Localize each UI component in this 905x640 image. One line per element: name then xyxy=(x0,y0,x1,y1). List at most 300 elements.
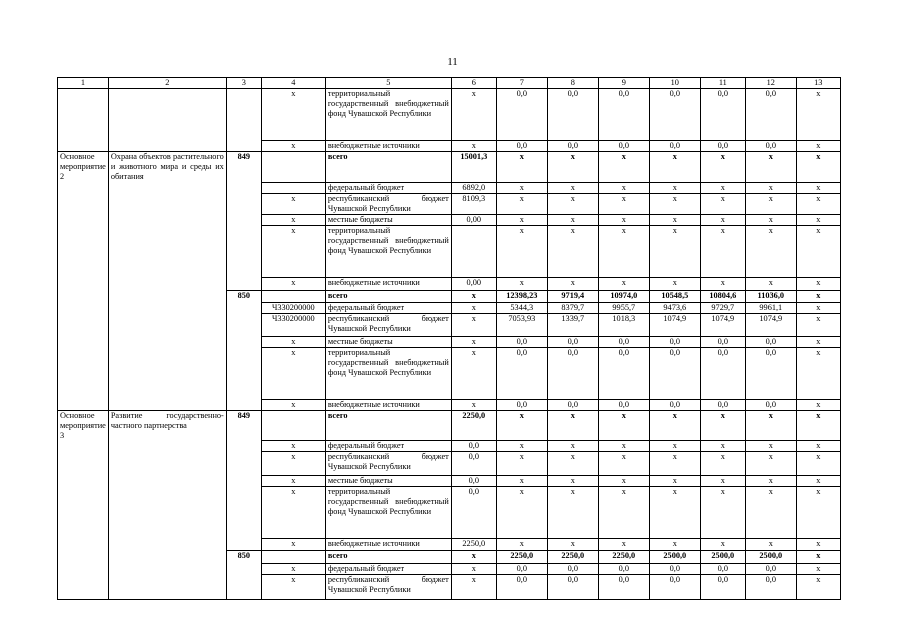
table-cell: 11036,0 xyxy=(745,290,796,302)
table-cell: всего xyxy=(325,410,451,441)
table-cell xyxy=(58,336,109,347)
table-cell: 0,00 xyxy=(451,214,496,225)
table-cell xyxy=(226,476,261,487)
table-cell: 8109,3 xyxy=(451,193,496,214)
table-cell: x xyxy=(745,214,796,225)
column-header: 10 xyxy=(649,78,700,89)
table-cell: x xyxy=(745,182,796,193)
table-cell xyxy=(58,290,109,302)
table-cell: x xyxy=(451,399,496,410)
table-cell xyxy=(261,182,325,193)
table-cell: x xyxy=(796,441,840,452)
table-cell: x xyxy=(547,182,598,193)
table-cell: 850 xyxy=(226,290,261,302)
column-header: 6 xyxy=(451,78,496,89)
table-cell: x xyxy=(796,452,840,476)
table-cell: x xyxy=(598,152,649,183)
table-cell: 0,0 xyxy=(547,347,598,399)
table-cell: Ч330200000 xyxy=(261,313,325,336)
table-cell: x xyxy=(796,476,840,487)
table-cell xyxy=(226,277,261,290)
table-cell: республиканский бюджет Чувашской Республики xyxy=(325,193,451,214)
table-cell: 1018,3 xyxy=(598,313,649,336)
table-cell: x xyxy=(547,452,598,476)
table-row xyxy=(58,277,841,290)
table-cell: 0,0 xyxy=(649,347,700,399)
table-cell: 0,0 xyxy=(649,141,700,152)
table-row xyxy=(58,487,841,539)
table-cell: x xyxy=(700,277,745,290)
table-cell: x xyxy=(547,487,598,539)
column-header: 4 xyxy=(261,78,325,89)
table-cell: республиканский бюджет Чувашской Республики xyxy=(325,452,451,476)
table-cell: 0,0 xyxy=(496,575,547,600)
table-cell xyxy=(58,89,109,141)
table-cell: внебюджетные источники xyxy=(325,141,451,152)
table-cell: x xyxy=(796,141,840,152)
table-cell xyxy=(58,575,109,600)
table-cell: 1074,9 xyxy=(745,313,796,336)
table-cell: x xyxy=(496,214,547,225)
table-cell: x xyxy=(598,539,649,551)
table-cell: 0,0 xyxy=(547,399,598,410)
table-cell: x xyxy=(261,89,325,141)
table-cell: федеральный бюджет xyxy=(325,302,451,313)
table-cell: территориальный государственный внебюджетный фонд Чувашской Республики xyxy=(325,487,451,539)
table-cell: x xyxy=(547,277,598,290)
table-cell xyxy=(58,277,109,290)
column-header: 3 xyxy=(226,78,261,89)
table-cell: x xyxy=(547,214,598,225)
table-cell: x xyxy=(796,564,840,575)
table-cell: 0,0 xyxy=(496,141,547,152)
table-cell: x xyxy=(261,347,325,399)
table-cell: x xyxy=(796,302,840,313)
table-cell: x xyxy=(598,452,649,476)
table-cell: x xyxy=(261,399,325,410)
table-cell: 12398,23 xyxy=(496,290,547,302)
table-cell: республиканский бюджет Чувашской Республики xyxy=(325,575,451,600)
table-cell: x xyxy=(796,152,840,183)
table-cell xyxy=(108,476,226,487)
table-cell: 9961,1 xyxy=(745,302,796,313)
table-cell xyxy=(226,89,261,141)
table-cell: местные бюджеты xyxy=(325,214,451,225)
table-cell: x xyxy=(700,193,745,214)
table-cell: x xyxy=(700,452,745,476)
table-cell xyxy=(58,487,109,539)
table-cell: территориальный государственный внебюджетный фонд Чувашской Республики xyxy=(325,89,451,141)
table-cell: x xyxy=(261,193,325,214)
table-cell xyxy=(226,193,261,214)
table-cell: x xyxy=(598,214,649,225)
table-cell xyxy=(226,564,261,575)
table-cell: x xyxy=(700,539,745,551)
table-cell xyxy=(58,539,109,551)
table-row xyxy=(58,410,841,441)
table-cell: x xyxy=(261,336,325,347)
table-cell xyxy=(108,182,226,193)
table-row xyxy=(58,193,841,214)
table-cell: 0,0 xyxy=(547,89,598,141)
table-cell: x xyxy=(796,225,840,277)
table-cell xyxy=(108,487,226,539)
table-cell: x xyxy=(451,347,496,399)
table-cell: 0,0 xyxy=(649,564,700,575)
column-header: 11 xyxy=(700,78,745,89)
table-cell xyxy=(58,476,109,487)
table-cell: x xyxy=(598,225,649,277)
table-cell: внебюджетные источники xyxy=(325,539,451,551)
table-cell: x xyxy=(451,313,496,336)
table-cell xyxy=(58,452,109,476)
table-cell: 2500,0 xyxy=(649,551,700,564)
table-cell xyxy=(58,399,109,410)
table-cell xyxy=(108,89,226,141)
table-cell xyxy=(226,347,261,399)
table-cell: 0,0 xyxy=(598,141,649,152)
table-cell: x xyxy=(649,277,700,290)
table-cell: 0,0 xyxy=(745,399,796,410)
table-cell xyxy=(108,336,226,347)
table-row xyxy=(58,302,841,313)
table-row xyxy=(58,452,841,476)
table-cell xyxy=(108,225,226,277)
table-cell: Ч330200000 xyxy=(261,302,325,313)
table-cell: x xyxy=(649,182,700,193)
table-cell: 1074,9 xyxy=(700,313,745,336)
table-cell: 0,0 xyxy=(745,141,796,152)
table-cell: x xyxy=(547,225,598,277)
table-cell: x xyxy=(261,225,325,277)
table-cell: x xyxy=(496,441,547,452)
column-header: 9 xyxy=(598,78,649,89)
table-cell: x xyxy=(700,410,745,441)
table-cell: x xyxy=(649,539,700,551)
table-cell: x xyxy=(745,277,796,290)
table-cell xyxy=(261,152,325,183)
table-cell: x xyxy=(547,152,598,183)
table-cell: 0,0 xyxy=(451,487,496,539)
table-row xyxy=(58,141,841,152)
table-cell: x xyxy=(745,152,796,183)
table-cell: федеральный бюджет xyxy=(325,182,451,193)
table-cell: 0,0 xyxy=(745,336,796,347)
table-cell: x xyxy=(451,564,496,575)
table-cell: 0,0 xyxy=(547,336,598,347)
table-row xyxy=(58,347,841,399)
table-cell: 0,0 xyxy=(745,89,796,141)
table-row xyxy=(58,399,841,410)
table-cell: республиканский бюджет Чувашской Республики xyxy=(325,313,451,336)
table-cell: x xyxy=(261,487,325,539)
table-cell: x xyxy=(649,441,700,452)
table-cell: x xyxy=(496,225,547,277)
table-cell xyxy=(108,551,226,564)
table-row xyxy=(58,313,841,336)
table-cell xyxy=(108,141,226,152)
table-cell xyxy=(58,214,109,225)
table-cell: местные бюджеты xyxy=(325,336,451,347)
table-cell: 0,0 xyxy=(700,399,745,410)
table-cell xyxy=(108,399,226,410)
table-cell: x xyxy=(598,410,649,441)
table-row xyxy=(58,89,841,141)
table-cell: 2250,0 xyxy=(451,539,496,551)
table-cell: местные бюджеты xyxy=(325,476,451,487)
table-cell xyxy=(58,564,109,575)
table-cell: x xyxy=(547,476,598,487)
table-cell: x xyxy=(649,410,700,441)
column-header: 8 xyxy=(547,78,598,89)
table-row xyxy=(58,539,841,551)
table-cell: x xyxy=(598,277,649,290)
table-cell: 10548,5 xyxy=(649,290,700,302)
table-cell: x xyxy=(649,152,700,183)
table-cell: x xyxy=(745,441,796,452)
table-cell: x xyxy=(261,452,325,476)
table-cell: 0,0 xyxy=(547,564,598,575)
table-cell: x xyxy=(496,476,547,487)
table-cell: x xyxy=(649,214,700,225)
table-cell xyxy=(108,214,226,225)
table-cell: 0,0 xyxy=(496,564,547,575)
table-cell: 9729,7 xyxy=(700,302,745,313)
table-cell: x xyxy=(261,277,325,290)
table-cell xyxy=(226,225,261,277)
table-cell: 0,0 xyxy=(598,575,649,600)
table-cell xyxy=(226,487,261,539)
table-row xyxy=(58,290,841,302)
table-cell: x xyxy=(496,193,547,214)
table-cell: x xyxy=(649,193,700,214)
table-cell: 849 xyxy=(226,410,261,441)
table-cell: 0,0 xyxy=(649,89,700,141)
table-cell: x xyxy=(649,225,700,277)
table-cell xyxy=(226,452,261,476)
table-row xyxy=(58,182,841,193)
table-cell: x xyxy=(451,551,496,564)
table-cell: x xyxy=(796,313,840,336)
table-cell xyxy=(226,302,261,313)
table-cell: x xyxy=(598,476,649,487)
table-cell: 1339,7 xyxy=(547,313,598,336)
table-row xyxy=(58,225,841,277)
table-cell xyxy=(108,347,226,399)
table-cell: x xyxy=(745,452,796,476)
table-cell: 0,00 xyxy=(451,277,496,290)
table-cell: x xyxy=(598,193,649,214)
table-cell: x xyxy=(700,182,745,193)
table-header-row xyxy=(58,78,841,89)
table-cell: x xyxy=(496,182,547,193)
table-cell xyxy=(108,193,226,214)
table-cell xyxy=(261,551,325,564)
table-cell xyxy=(226,336,261,347)
table-cell: 0,0 xyxy=(598,336,649,347)
table-cell xyxy=(226,441,261,452)
table-cell xyxy=(226,539,261,551)
table-cell: 0,0 xyxy=(745,575,796,600)
table-cell: x xyxy=(451,575,496,600)
table-cell: x xyxy=(598,182,649,193)
table-cell: 10974,0 xyxy=(598,290,649,302)
table-cell: x xyxy=(796,539,840,551)
table-cell: 0,0 xyxy=(598,89,649,141)
table-cell xyxy=(58,193,109,214)
table-cell: x xyxy=(700,152,745,183)
table-cell: 0,0 xyxy=(700,564,745,575)
table-cell xyxy=(108,452,226,476)
table-cell: 9719,4 xyxy=(547,290,598,302)
table-cell: x xyxy=(451,89,496,141)
table-cell: x xyxy=(547,410,598,441)
table-cell: x xyxy=(598,441,649,452)
table-cell: x xyxy=(700,214,745,225)
table-cell: x xyxy=(796,182,840,193)
table-cell: 6892,0 xyxy=(451,182,496,193)
table-cell: 5344,3 xyxy=(496,302,547,313)
table-cell: 0,0 xyxy=(745,347,796,399)
table-cell: x xyxy=(745,487,796,539)
column-header: 2 xyxy=(108,78,226,89)
table-cell: x xyxy=(796,277,840,290)
table-cell: федеральный бюджет xyxy=(325,441,451,452)
table-row xyxy=(58,476,841,487)
table-cell: 9473,6 xyxy=(649,302,700,313)
table-cell: x xyxy=(796,290,840,302)
table-cell xyxy=(108,575,226,600)
table-cell: всего xyxy=(325,152,451,183)
column-header: 1 xyxy=(58,78,109,89)
table-cell xyxy=(58,225,109,277)
column-header: 5 xyxy=(325,78,451,89)
table-cell xyxy=(226,182,261,193)
table-row xyxy=(58,336,841,347)
table-cell: x xyxy=(745,410,796,441)
table-cell: x xyxy=(700,476,745,487)
table-cell: x xyxy=(700,225,745,277)
table-cell: x xyxy=(745,225,796,277)
table-cell: 0,0 xyxy=(496,89,547,141)
table-cell: x xyxy=(496,452,547,476)
table-cell xyxy=(108,539,226,551)
table-cell: x xyxy=(261,441,325,452)
table-cell: x xyxy=(547,539,598,551)
table-cell: x xyxy=(649,452,700,476)
table-cell: x xyxy=(261,476,325,487)
table-cell xyxy=(108,277,226,290)
table-cell: x xyxy=(451,141,496,152)
table-cell: x xyxy=(796,89,840,141)
table-cell: x xyxy=(796,399,840,410)
table-cell: x xyxy=(700,487,745,539)
table-cell: x xyxy=(745,476,796,487)
table-cell xyxy=(58,347,109,399)
table-row xyxy=(58,551,841,564)
table-row xyxy=(58,152,841,183)
table-cell: x xyxy=(547,441,598,452)
table-cell: x xyxy=(451,290,496,302)
table-cell: x xyxy=(496,410,547,441)
table-cell xyxy=(226,214,261,225)
table-cell: x xyxy=(745,193,796,214)
table-cell: 0,0 xyxy=(496,336,547,347)
table-cell: территориальный государственный внебюджетный фонд Чувашской Республики xyxy=(325,347,451,399)
table-cell: 8379,7 xyxy=(547,302,598,313)
table-row xyxy=(58,214,841,225)
page-number: 11 xyxy=(447,56,458,68)
table-cell: x xyxy=(496,539,547,551)
table-cell: x xyxy=(261,214,325,225)
table-cell: 0,0 xyxy=(700,336,745,347)
table-cell: x xyxy=(796,575,840,600)
table-cell xyxy=(58,441,109,452)
table-cell: x xyxy=(796,347,840,399)
table-cell: x xyxy=(496,487,547,539)
table-cell xyxy=(226,575,261,600)
table-cell xyxy=(108,564,226,575)
table-cell: 2250,0 xyxy=(598,551,649,564)
table-cell xyxy=(226,313,261,336)
table-cell: x xyxy=(261,141,325,152)
table-cell: внебюджетные источники xyxy=(325,277,451,290)
table-row xyxy=(58,564,841,575)
table-cell: 0,0 xyxy=(745,564,796,575)
table-cell: 0,0 xyxy=(700,141,745,152)
table-cell xyxy=(58,302,109,313)
table-cell: 0,0 xyxy=(451,476,496,487)
table-cell: x xyxy=(261,539,325,551)
table-cell xyxy=(58,141,109,152)
table-cell: 10804,6 xyxy=(700,290,745,302)
table-cell: x xyxy=(649,487,700,539)
table-cell: Развитие государственно-частного партнерства xyxy=(108,410,226,441)
table-cell: x xyxy=(261,564,325,575)
table-cell: всего xyxy=(325,551,451,564)
table-cell xyxy=(226,399,261,410)
column-header: 12 xyxy=(745,78,796,89)
table-cell: x xyxy=(796,336,840,347)
column-header: 13 xyxy=(796,78,840,89)
table-cell: 0,0 xyxy=(451,441,496,452)
table-cell: 2250,0 xyxy=(496,551,547,564)
table-cell xyxy=(451,225,496,277)
table-cell: Охрана объектов растительного и животного мира и среды их обитания xyxy=(108,152,226,183)
table-cell: территориальный государственный внебюджетный фонд Чувашской Республики xyxy=(325,225,451,277)
table-cell xyxy=(226,141,261,152)
table-cell: 0,0 xyxy=(700,347,745,399)
table-cell: 2250,0 xyxy=(547,551,598,564)
table-cell: 7053,93 xyxy=(496,313,547,336)
table-cell xyxy=(58,551,109,564)
table-cell: 1074,9 xyxy=(649,313,700,336)
table-row xyxy=(58,575,841,600)
table-cell: x xyxy=(261,575,325,600)
table-cell: x xyxy=(796,551,840,564)
table-cell: 0,0 xyxy=(598,347,649,399)
table-cell xyxy=(108,290,226,302)
table-cell: 0,0 xyxy=(496,347,547,399)
table-cell: 2500,0 xyxy=(700,551,745,564)
table-cell: 0,0 xyxy=(649,336,700,347)
table-cell: x xyxy=(796,410,840,441)
table-cell: 0,0 xyxy=(598,399,649,410)
table-cell: 849 xyxy=(226,152,261,183)
table-cell: x xyxy=(745,539,796,551)
table-cell: 0,0 xyxy=(649,399,700,410)
budget-table xyxy=(57,77,841,600)
